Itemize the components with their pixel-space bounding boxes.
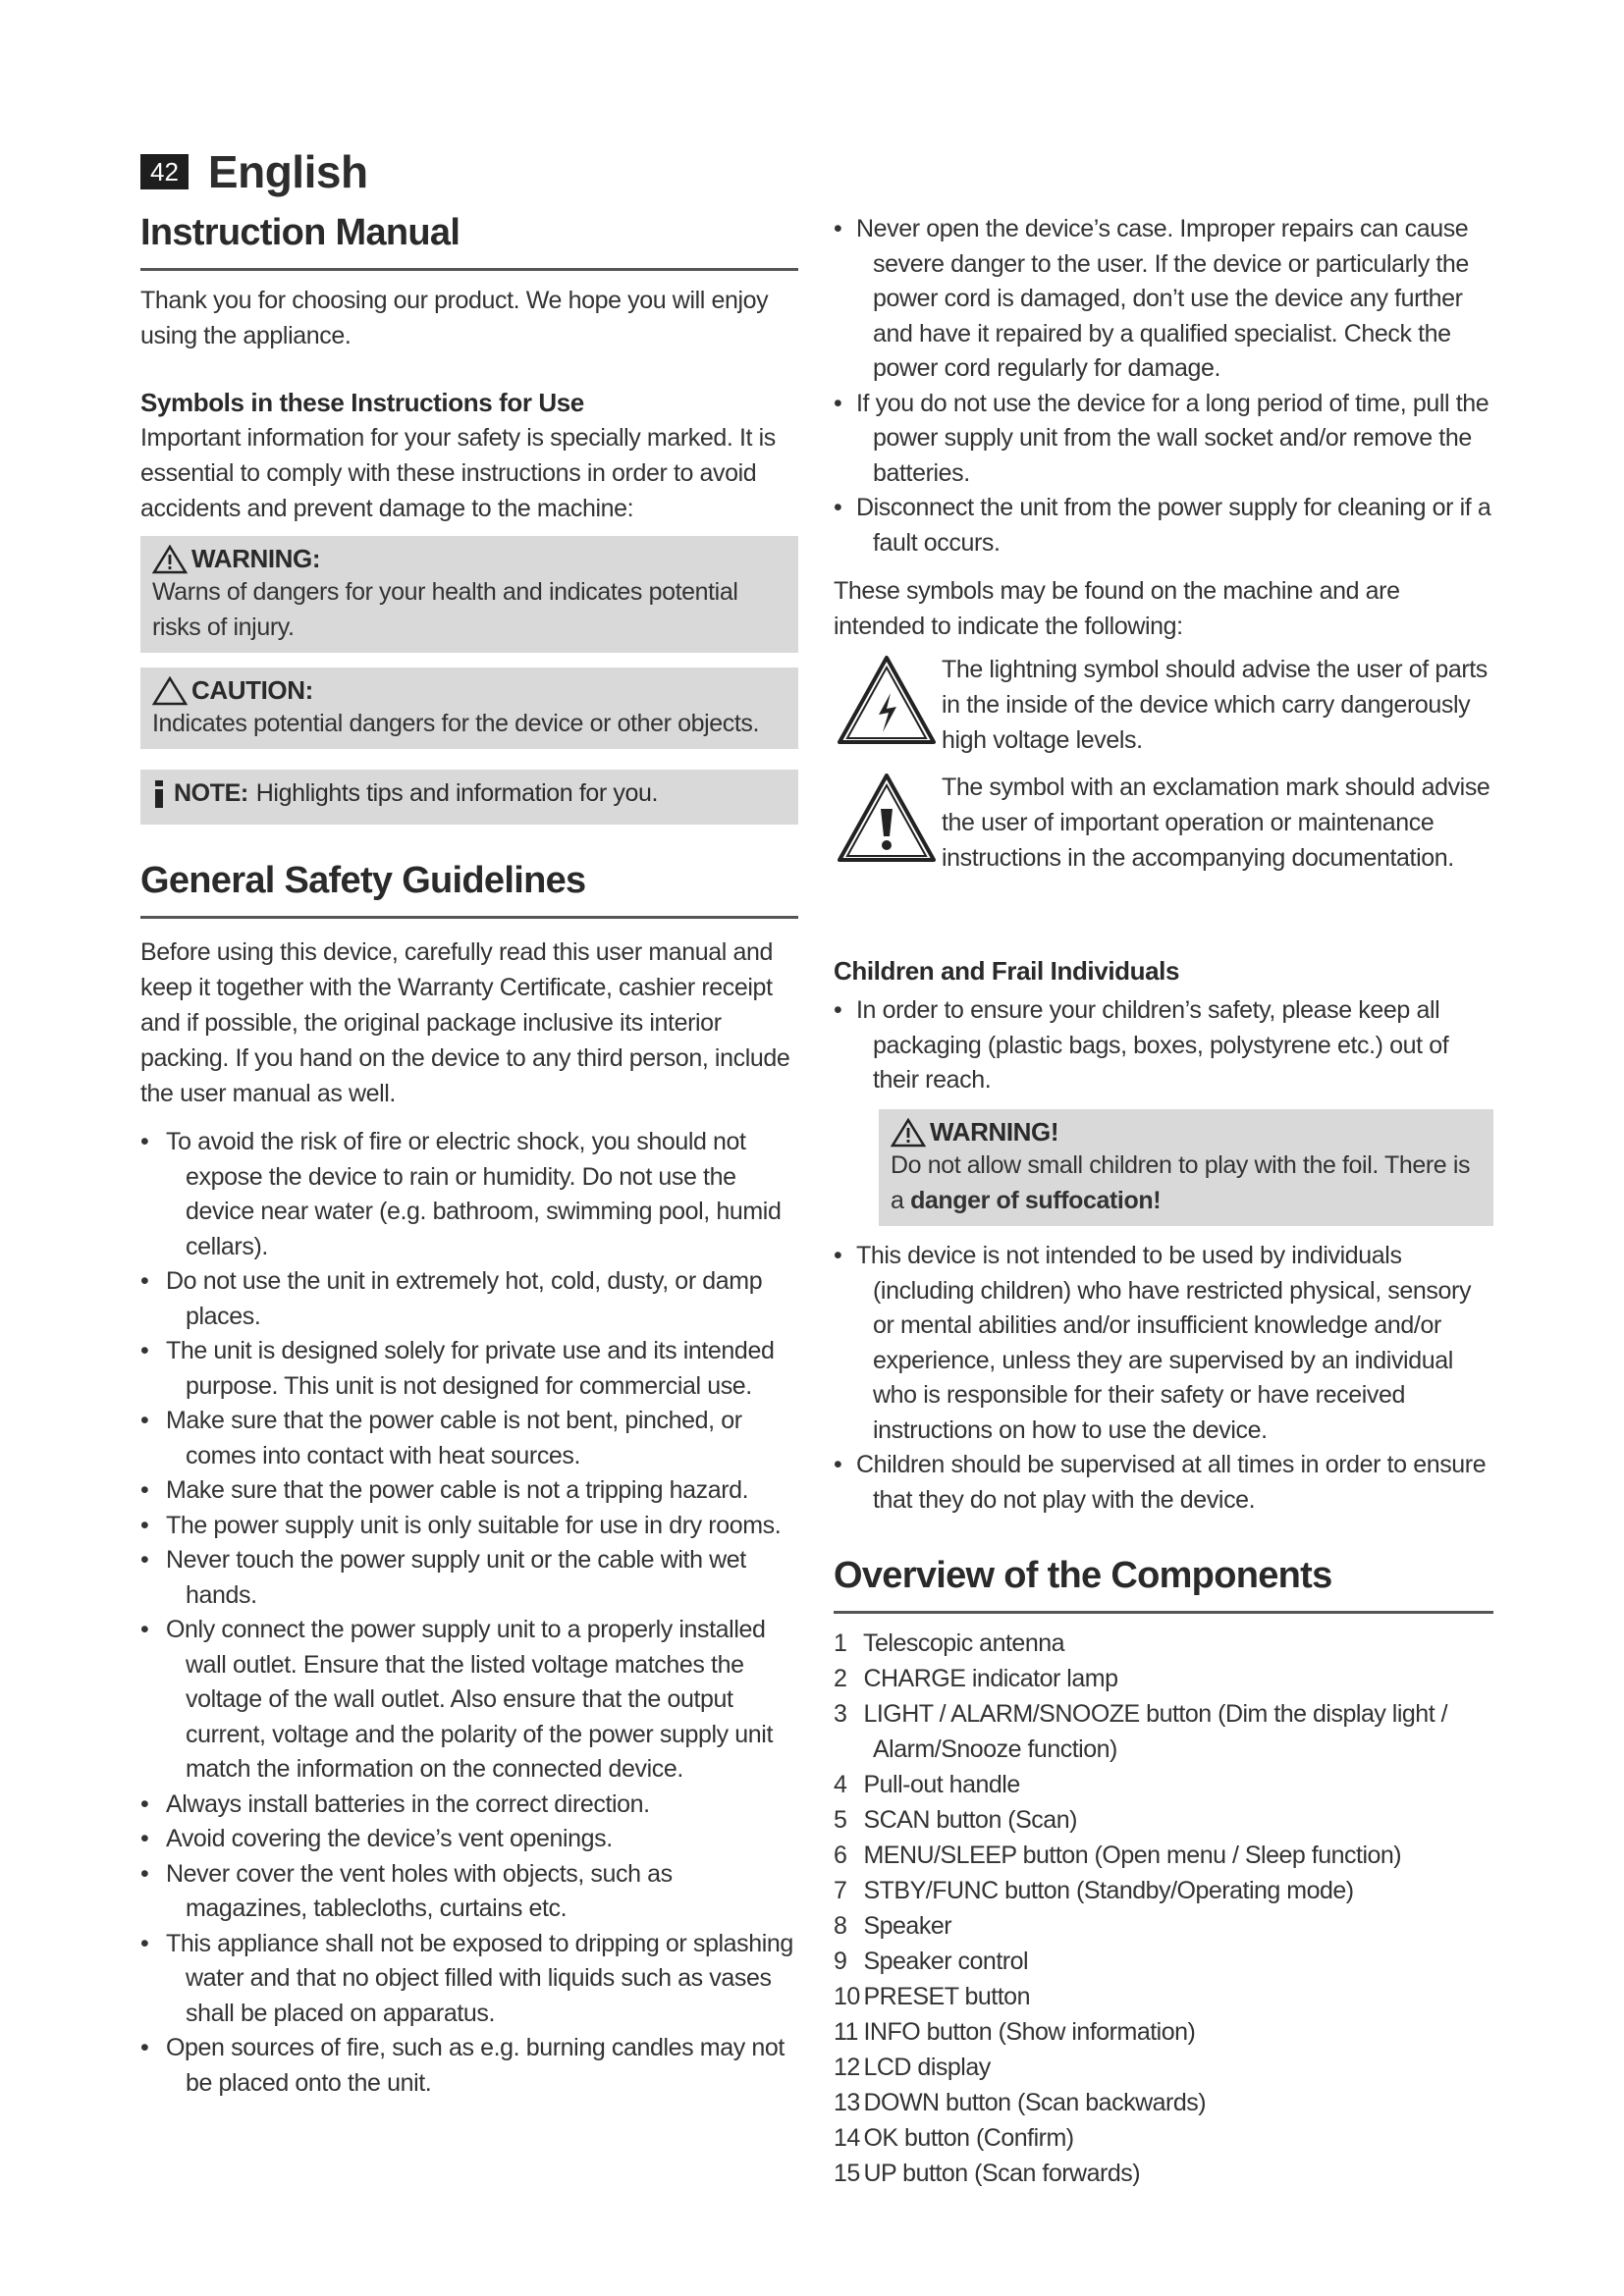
page-number: 42 — [140, 154, 189, 189]
safety-heading: General Safety Guidelines — [140, 860, 798, 919]
warning-triangle-icon — [891, 1118, 926, 1148]
intro-text: Thank you for choosing our product. We hope you will enjoy using the appliance. — [140, 287, 769, 349]
list-item: 11 INFO button (Show information) — [834, 2018, 1196, 2046]
list-item: 7 STBY/FUNC button (Standby/Operating mode) — [834, 1877, 1354, 1904]
children-warning-box — [879, 1109, 1493, 1226]
symbols-intro: These symbols may be found on the machine and are intended to indicate the following: — [834, 577, 1400, 640]
list-item: • This appliance shall not be exposed to dripping or splashing water and that no object filled with liquids such as vases shall be placed on apparatus. — [140, 1927, 798, 2032]
list-item: • The power supply unit is only suitable for use in dry rooms. — [140, 1509, 798, 1544]
list-item: • To avoid the risk of fire or electric shock, you should not expose the device to rain or humidity. Do not use the device near water (e.g. bathroom, swimming pool, humid cellars). — [140, 1125, 798, 1264]
caution-triangle-icon — [152, 676, 188, 706]
children-list-continued — [834, 1239, 1493, 1518]
safety-list — [140, 1125, 798, 2101]
list-item: • Never open the device’s case. Improper repairs can cause severe danger to the user. If the device or particularly the power cord is damaged, don’t use the device any further and have it repaired by a qualified specialist. Check the power cord regularly for damage. — [834, 212, 1493, 387]
note-text: Highlights tips and information for you. — [255, 779, 659, 807]
children-heading: Children and Frail Individuals — [834, 956, 1180, 986]
safety-list-continued — [834, 212, 1493, 561]
caution-title: CAUTION: — [191, 675, 313, 705]
lightning-warning-icon — [834, 652, 940, 750]
list-item: • The unit is designed solely for private use and its intended purpose. This unit is not designed for commercial use. — [140, 1334, 798, 1404]
list-item: 3 LIGHT / ALARM/SNOOZE button (Dim the display light / Alarm/Snooze function) — [834, 1700, 1448, 1763]
list-item: 1 Telescopic antenna — [834, 1629, 1065, 1657]
children-list — [834, 993, 1493, 1098]
list-item: • Children should be supervised at all times in order to ensure that they do not play with the device. — [834, 1448, 1493, 1518]
note-box — [140, 770, 798, 825]
list-item: 8 Speaker — [834, 1912, 952, 1940]
warning-title: WARNING! — [930, 1117, 1059, 1147]
list-item: • Only connect the power supply unit to a properly installed wall outlet. Ensure that the listed voltage matches the voltage of the wall outlet. Also ensure that the output current, voltage and the polarity of the power supply unit match the information on the connected device. — [140, 1613, 798, 1788]
warning-box — [140, 536, 798, 653]
list-item: • Do not use the unit in extremely hot, cold, dusty, or damp places. — [140, 1264, 798, 1334]
symbols-text: Important information for your safety is specially marked. It is essential to comply with these instructions in order to avoid accidents and prevent damage to the machine: — [140, 424, 776, 522]
list-item: • Make sure that the power cable is not a tripping hazard. — [140, 1473, 798, 1509]
list-item: 6 MENU/SLEEP button (Open menu / Sleep function) — [834, 1842, 1402, 1869]
note-label: NOTE: — [174, 779, 248, 807]
list-item: • If you do not use the device for a long period of time, pull the power supply unit from the wall socket and/or remove the batteries. — [834, 387, 1493, 492]
warning-text: Do not allow small children to play with the foil. There is a — [891, 1151, 1471, 1214]
list-item: • Open sources of fire, such as e.g. burning candles may not be placed onto the unit. — [140, 2031, 798, 2101]
list-item: 13 DOWN button (Scan backwards) — [834, 2089, 1207, 2116]
list-item: • In order to ensure your children’s safety, please keep all packaging (plastic bags, boxes, polystyrene etc.) out of their reach. — [834, 993, 1493, 1098]
info-icon — [152, 780, 166, 808]
safety-intro: Before using this device, carefully read this user manual and keep it together with the Warranty Certificate, cashier receipt and if possible, the original package inclusive its interior packing. If you hand on the device to any third person, include the user manual as well. — [140, 938, 790, 1107]
list-item: 15 UP button (Scan forwards) — [834, 2160, 1141, 2187]
exclamation-text: The symbol with an exclamation mark should advise the user of important operation or maintenance instructions in the accompanying documentation. — [942, 774, 1490, 872]
language-title: English — [207, 146, 368, 197]
components-heading: Overview of the Components — [834, 1555, 1493, 1614]
exclamation-warning-icon — [834, 770, 940, 868]
list-item: 14 OK button (Confirm) — [834, 2124, 1074, 2152]
list-item: • Disconnect the unit from the power supply for cleaning or if a fault occurs. — [834, 491, 1493, 561]
list-item: 2 CHARGE indicator lamp — [834, 1665, 1118, 1692]
list-item: 9 Speaker control — [834, 1948, 1029, 1975]
symbols-heading: Symbols in these Instructions for Use — [140, 388, 584, 417]
caution-box — [140, 667, 798, 749]
warning-text: Warns of dangers for your health and indicates potential risks of injury. — [152, 578, 738, 641]
list-item: • Avoid covering the device’s vent openings. — [140, 1822, 798, 1857]
warning-text-bold: danger of suffocation! — [910, 1187, 1162, 1214]
list-item: 5 SCAN button (Scan) — [834, 1806, 1077, 1834]
list-item: • Always install batteries in the correct direction. — [140, 1788, 798, 1823]
lightning-text: The lightning symbol should advise the user of parts in the inside of the device which carry dangerously high voltage levels. — [942, 656, 1488, 754]
manual-title: Instruction Manual — [140, 212, 798, 271]
list-item: • Make sure that the power cable is not bent, pinched, or comes into contact with heat sources. — [140, 1404, 798, 1473]
caution-text: Indicates potential dangers for the device or other objects. — [152, 710, 760, 737]
list-item: • Never touch the power supply unit or the cable with wet hands. — [140, 1543, 798, 1613]
page-header — [140, 145, 368, 198]
list-item: 10 PRESET button — [834, 1983, 1030, 2010]
components-list — [834, 1626, 1493, 2191]
exclamation-symbol-row — [834, 770, 1493, 876]
lightning-symbol-row — [834, 652, 1493, 758]
warning-triangle-icon — [152, 545, 188, 574]
list-item: 12 LCD display — [834, 2054, 991, 2081]
list-item: • This device is not intended to be used by individuals (including children) who have restricted physical, sensory or mental abilities and/or insufficient knowledge and/or experience, unless they are supervised by an individual who is responsible for their safety or have received instructions on how to use the device. — [834, 1239, 1493, 1448]
list-item: • Never cover the vent holes with objects, such as magazines, tablecloths, curtains etc. — [140, 1857, 798, 1927]
warning-title: WARNING: — [191, 544, 321, 573]
list-item: 4 Pull-out handle — [834, 1771, 1020, 1798]
